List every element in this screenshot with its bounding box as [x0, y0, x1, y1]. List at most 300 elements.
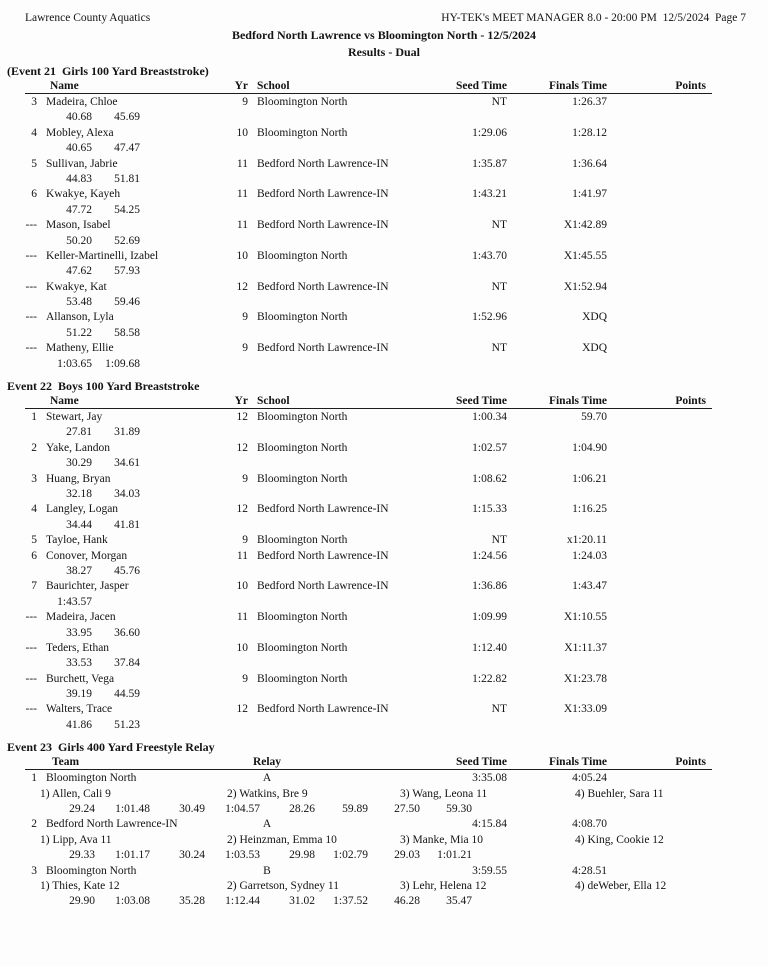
relay-swimmer-cell: 4) deWeber, Ella 12	[575, 879, 667, 892]
row-line-splits	[0, 204, 768, 219]
place-cell: 6	[31, 188, 37, 201]
row-line-main	[0, 534, 768, 549]
place-cell: 5	[31, 534, 37, 547]
row-line-main	[0, 772, 768, 787]
year-cell: 11	[236, 219, 248, 232]
school-cell: Bloomington North	[257, 96, 348, 108]
row-line-main	[0, 580, 768, 595]
split-time-cell: 41.86	[66, 718, 92, 731]
year-cell: 10	[236, 580, 248, 593]
report-meta: HY-TEK's MEET MANAGER 8.0 - 20:00 PM 12/5/2024 Page 7	[441, 12, 746, 24]
place-cell: ---	[25, 611, 37, 624]
result-row	[0, 250, 768, 281]
year-cell: 12	[236, 703, 248, 716]
split-time-cell: 47.47	[114, 142, 140, 155]
split-time-cell: 28.26	[289, 803, 315, 816]
split-time-cell: 47.62	[66, 265, 92, 278]
seed-time-cell: NT	[491, 96, 507, 108]
finals-time-cell: X1:52.94	[563, 280, 607, 293]
split-time-cell: 51.22	[66, 326, 92, 339]
result-row	[0, 818, 768, 864]
split-time-cell: 39.19	[66, 688, 92, 701]
finals-time-cell: 4:28.51	[572, 864, 607, 877]
split-time-cell: 1:01.48	[115, 803, 150, 816]
col-header-name: Name	[50, 395, 79, 408]
relay-swimmer-cell: 2) Watkins, Bre 9	[227, 787, 308, 800]
seed-time-cell: 1:43.70	[472, 249, 507, 262]
result-row	[0, 96, 768, 127]
year-cell: 11	[236, 611, 248, 624]
row-line-main	[0, 611, 768, 626]
result-row	[0, 642, 768, 673]
split-time-cell: 36.60	[114, 626, 140, 639]
finals-time-cell: 4:08.70	[572, 818, 607, 831]
split-time-cell: 35.28	[179, 895, 205, 908]
row-line-splits	[0, 803, 768, 818]
row-line-main	[0, 411, 768, 426]
row-line-main	[0, 281, 768, 296]
row-line-main	[0, 865, 768, 880]
swimmer-name-cell: Kwakye, Kat	[46, 280, 107, 293]
finals-time-cell: 1:36.64	[572, 157, 607, 170]
school-cell: Bedford North Lawrence-IN	[257, 157, 389, 170]
row-line-main	[0, 250, 768, 265]
split-time-cell: 47.72	[66, 203, 92, 216]
seed-time-cell: 1:52.96	[472, 311, 507, 324]
relay-team-cell: Bedford North Lawrence-IN	[46, 818, 178, 831]
year-cell: 9	[242, 534, 248, 547]
seed-time-cell: NT	[491, 219, 507, 232]
col-header-finals-time: Finals Time	[548, 756, 607, 769]
row-line-swimmers	[0, 880, 768, 895]
swimmer-name-cell: Stewart, Jay	[46, 411, 103, 424]
split-time-cell: 35.47	[446, 895, 472, 908]
result-row	[0, 311, 768, 342]
split-time-cell: 58.58	[114, 326, 140, 339]
split-time-cell: 27.50	[394, 803, 420, 816]
col-header-relay: Relay	[252, 756, 282, 769]
year-cell: 12	[236, 411, 248, 424]
year-cell: 9	[242, 472, 248, 485]
school-cell: Bloomington North	[257, 126, 348, 139]
split-time-cell: 45.76	[114, 564, 140, 577]
swimmer-name-cell: Sullivan, Jabrie	[46, 157, 118, 170]
result-row	[0, 772, 768, 818]
finals-time-cell: X1:11.37	[564, 641, 607, 654]
seed-time-cell: NT	[491, 703, 507, 716]
school-cell: Bloomington North	[257, 672, 348, 685]
result-row	[0, 411, 768, 442]
split-time-cell: 34.61	[114, 457, 140, 470]
split-time-cell: 52.69	[114, 234, 140, 247]
swimmer-name-cell: Baurichter, Jasper	[46, 580, 129, 593]
row-line-splits	[0, 657, 768, 672]
finals-time-cell: 1:43.47	[572, 580, 607, 593]
col-header-finals-time: Finals Time	[548, 80, 607, 92]
seed-time-cell: 1:09.99	[472, 611, 507, 624]
split-time-cell: 32.18	[66, 487, 92, 500]
year-cell: 11	[236, 188, 248, 201]
school-cell: Bedford North Lawrence-IN	[257, 280, 389, 293]
swimmer-name-cell: Walters, Trace	[46, 703, 113, 716]
organization-name: Lawrence County Aquatics	[25, 12, 151, 24]
relay-swimmer-cell: 1) Lipp, Ava 11	[40, 833, 112, 846]
swimmer-name-cell: Burchett, Vega	[46, 672, 115, 685]
year-cell: 9	[242, 342, 248, 355]
split-time-cell: 31.02	[289, 895, 315, 908]
place-cell: ---	[25, 342, 37, 355]
finals-time-cell: X1:23.78	[563, 672, 607, 685]
split-time-cell: 53.48	[66, 296, 92, 309]
row-line-main	[0, 503, 768, 518]
year-cell: 9	[242, 311, 248, 324]
split-time-cell: 30.49	[179, 803, 205, 816]
place-cell: ---	[25, 219, 37, 232]
split-time-cell: 1:03.65	[57, 357, 92, 370]
row-line-splits	[0, 719, 768, 734]
finals-time-cell: X1:45.55	[563, 249, 607, 262]
seed-time-cell: 1:36.86	[472, 580, 507, 593]
school-cell: Bedford North Lawrence-IN	[257, 342, 389, 355]
seed-time-cell: 3:35.08	[472, 772, 507, 785]
split-time-cell: 40.65	[66, 142, 92, 155]
finals-time-cell: 1:41.97	[572, 188, 607, 201]
col-header-points: Points	[675, 395, 706, 408]
split-time-cell: 29.90	[69, 895, 95, 908]
seed-time-cell: 3:59.55	[472, 864, 507, 877]
place-cell: 4	[31, 503, 37, 516]
finals-time-cell: x1:20.11	[566, 534, 607, 547]
split-time-cell: 1:01.17	[115, 849, 150, 862]
finals-time-cell: XDQ	[582, 342, 607, 355]
seed-time-cell: 1:43.21	[472, 188, 507, 201]
place-cell: 6	[31, 549, 37, 562]
result-row	[0, 611, 768, 642]
split-time-cell: 1:04.57	[225, 803, 260, 816]
relay-swimmer-cell: 2) Garretson, Sydney 11	[227, 879, 339, 892]
finals-time-cell: 1:26.37	[572, 96, 607, 108]
year-cell: 12	[236, 503, 248, 516]
split-time-cell: 1:43.57	[57, 595, 92, 608]
row-line-splits	[0, 265, 768, 280]
result-row	[0, 127, 768, 158]
report-type: Results - Dual	[347, 45, 420, 59]
school-cell: Bloomington North	[257, 641, 348, 654]
split-time-cell: 34.03	[114, 487, 140, 500]
result-row	[0, 342, 768, 373]
place-cell: 1	[31, 772, 37, 785]
relay-letter-cell: B	[263, 864, 271, 877]
event-section	[0, 379, 768, 734]
year-cell: 10	[236, 126, 248, 139]
school-cell: Bloomington North	[257, 411, 348, 424]
seed-time-cell: 1:35.87	[472, 157, 507, 170]
relay-swimmer-cell: 3) Wang, Leona 11	[400, 787, 488, 800]
row-line-splits	[0, 142, 768, 157]
result-row	[0, 703, 768, 734]
row-line-swimmers	[0, 834, 768, 849]
col-header-seed-time: Seed Time	[455, 80, 507, 92]
results-header-row	[0, 756, 768, 769]
split-time-cell: 40.68	[66, 111, 92, 124]
finals-time-cell: 1:24.03	[572, 549, 607, 562]
row-line-main	[0, 473, 768, 488]
row-line-main	[0, 550, 768, 565]
split-time-cell: 37.84	[114, 657, 140, 670]
place-cell: 3	[31, 472, 37, 485]
relay-letter-cell: A	[262, 772, 272, 785]
row-line-main	[0, 311, 768, 326]
split-time-cell: 27.81	[66, 426, 92, 439]
swimmer-name-cell: Mobley, Alexa	[46, 126, 114, 139]
split-time-cell: 1:12.44	[225, 895, 260, 908]
row-line-splits	[0, 565, 768, 580]
split-time-cell: 44.59	[114, 688, 140, 701]
row-line-main	[0, 642, 768, 657]
result-row	[0, 673, 768, 704]
swimmer-name-cell: Tayloe, Hank	[46, 534, 108, 547]
meet-title: Bedford North Lawrence vs Bloomington North - 12/5/2024	[231, 28, 537, 42]
results-header-row	[0, 80, 768, 93]
seed-time-cell: 1:02.57	[472, 441, 507, 454]
split-time-cell: 38.27	[66, 564, 92, 577]
header-rule	[25, 93, 712, 94]
school-cell: Bedford North Lawrence-IN	[257, 219, 389, 232]
split-time-cell: 54.25	[114, 203, 140, 216]
col-header-seed-time: Seed Time	[455, 756, 507, 769]
split-time-cell: 34.44	[66, 518, 92, 531]
school-cell: Bloomington North	[257, 472, 348, 485]
finals-time-cell: 1:28.12	[572, 126, 607, 139]
row-line-splits	[0, 235, 768, 250]
year-cell: 10	[236, 249, 248, 262]
row-line-splits	[0, 895, 768, 910]
row-line-splits	[0, 457, 768, 472]
school-cell: Bloomington North	[257, 611, 348, 624]
col-header-seed-time: Seed Time	[455, 395, 507, 408]
split-time-cell: 1:09.68	[105, 357, 140, 370]
split-time-cell: 50.20	[66, 234, 92, 247]
place-cell: 1	[31, 411, 37, 424]
row-line-swimmers	[0, 788, 768, 803]
split-time-cell: 30.29	[66, 457, 92, 470]
swimmer-name-cell: Mason, Isabel	[46, 219, 111, 232]
split-time-cell: 44.83	[66, 172, 92, 185]
result-row	[0, 473, 768, 504]
result-row	[0, 281, 768, 312]
split-time-cell: 31.89	[114, 426, 140, 439]
school-cell: Bedford North Lawrence-IN	[257, 580, 389, 593]
split-time-cell: 1:03.08	[115, 895, 150, 908]
place-cell: ---	[25, 311, 37, 324]
finals-time-cell: X1:42.89	[563, 219, 607, 232]
results-header-row	[0, 395, 768, 408]
event-title: (Event 21 Girls 100 Yard Breaststroke)	[7, 64, 209, 78]
seed-time-cell: 1:22.82	[472, 672, 507, 685]
swimmer-name-cell: Madeira, Chloe	[46, 96, 118, 108]
split-time-cell: 59.89	[342, 803, 368, 816]
split-time-cell: 29.33	[69, 849, 95, 862]
split-time-cell: 29.98	[289, 849, 315, 862]
swimmer-name-cell: Kwakye, Kayeh	[46, 188, 121, 201]
split-time-cell: 1:01.21	[437, 849, 472, 862]
seed-time-cell: 1:24.56	[472, 549, 507, 562]
row-line-main	[0, 818, 768, 833]
row-line-splits	[0, 426, 768, 441]
place-cell: ---	[25, 249, 37, 262]
swimmer-name-cell: Allanson, Lyla	[46, 311, 114, 324]
year-cell: 12	[236, 441, 248, 454]
finals-time-cell: X1:10.55	[563, 611, 607, 624]
relay-swimmer-cell: 4) Buehler, Sara 11	[575, 787, 664, 800]
school-cell: Bloomington North	[257, 249, 348, 262]
page-header	[0, 12, 768, 28]
place-cell: ---	[25, 280, 37, 293]
finals-time-cell: X1:33.09	[563, 703, 607, 716]
seed-time-cell: 1:15.33	[472, 503, 507, 516]
relay-swimmer-cell: 4) King, Cookie 12	[575, 833, 664, 846]
place-cell: 2	[31, 818, 37, 831]
header-rule	[25, 769, 712, 770]
school-cell: Bloomington North	[257, 441, 348, 454]
year-cell: 11	[236, 549, 248, 562]
split-time-cell: 51.23	[114, 718, 140, 731]
swimmer-name-cell: Madeira, Jacen	[46, 611, 116, 624]
split-time-cell: 45.69	[114, 111, 140, 124]
relay-swimmer-cell: 3) Lehr, Helena 12	[400, 879, 487, 892]
col-header-finals-time: Finals Time	[548, 395, 607, 408]
row-line-main	[0, 703, 768, 718]
relay-swimmer-cell: 2) Heinzman, Emma 10	[227, 833, 337, 846]
school-cell: Bedford North Lawrence-IN	[257, 549, 389, 562]
row-line-splits	[0, 688, 768, 703]
col-header-points: Points	[675, 80, 706, 92]
row-line-main	[0, 342, 768, 357]
relay-swimmer-cell: 3) Manke, Mia 10	[400, 833, 484, 846]
col-header-points: Points	[675, 756, 706, 769]
place-cell: ---	[25, 703, 37, 716]
row-line-main	[0, 96, 768, 111]
year-cell: 12	[236, 280, 248, 293]
swimmer-name-cell: Teders, Ethan	[46, 641, 110, 654]
swimmer-name-cell: Keller-Martinelli, Izabel	[46, 249, 159, 262]
split-time-cell: 1:03.53	[225, 849, 260, 862]
split-time-cell: 30.24	[179, 849, 205, 862]
swimmer-name-cell: Huang, Bryan	[46, 472, 111, 485]
split-time-cell: 59.46	[114, 296, 140, 309]
swimmer-name-cell: Yake, Landon	[46, 441, 110, 454]
split-time-cell: 57.93	[114, 265, 140, 278]
school-cell: Bedford North Lawrence-IN	[257, 503, 389, 516]
result-row	[0, 503, 768, 534]
row-line-main	[0, 127, 768, 142]
row-line-splits	[0, 596, 768, 611]
swimmer-name-cell: Conover, Morgan	[46, 549, 128, 562]
split-time-cell: 33.53	[66, 657, 92, 670]
relay-swimmer-cell: 1) Allen, Cali 9	[40, 787, 111, 800]
row-line-splits	[0, 296, 768, 311]
finals-time-cell: 1:06.21	[572, 472, 607, 485]
year-cell: 9	[242, 96, 248, 108]
seed-time-cell: 4:15.84	[472, 818, 507, 831]
split-time-cell: 29.24	[69, 803, 95, 816]
row-line-main	[0, 188, 768, 203]
year-cell: 9	[242, 672, 248, 685]
event-title: Event 22 Boys 100 Yard Breaststroke	[7, 379, 200, 394]
row-line-splits	[0, 627, 768, 642]
event-title: Event 23 Girls 400 Yard Freestyle Relay	[7, 740, 215, 755]
finals-time-cell: XDQ	[582, 311, 607, 324]
place-cell: ---	[25, 672, 37, 685]
place-cell: 7	[31, 580, 37, 593]
school-cell: Bloomington North	[257, 311, 348, 324]
event-section	[0, 64, 768, 373]
result-row	[0, 219, 768, 250]
result-row	[0, 550, 768, 581]
row-line-main	[0, 673, 768, 688]
relay-letter-cell: A	[262, 818, 272, 831]
col-header-school: School	[257, 80, 290, 92]
seed-time-cell: 1:00.34	[472, 411, 507, 424]
place-cell: 2	[31, 441, 37, 454]
split-time-cell: 59.30	[446, 803, 472, 816]
row-line-splits	[0, 173, 768, 188]
result-row	[0, 442, 768, 473]
split-time-cell: 41.81	[114, 518, 140, 531]
result-row	[0, 158, 768, 189]
relay-swimmer-cell: 1) Thies, Kate 12	[40, 879, 120, 892]
finals-time-cell: 4:05.24	[572, 772, 607, 785]
split-time-cell: 1:02.79	[333, 849, 368, 862]
finals-time-cell: 1:16.25	[572, 503, 607, 516]
seed-time-cell: NT	[491, 342, 507, 355]
split-time-cell: 1:37.52	[333, 895, 368, 908]
place-cell: ---	[25, 641, 37, 654]
row-line-splits	[0, 111, 768, 126]
seed-time-cell: 1:08.62	[472, 472, 507, 485]
col-header-name: Name	[50, 80, 79, 92]
row-line-splits	[0, 519, 768, 534]
split-time-cell: 46.28	[394, 895, 420, 908]
row-line-splits	[0, 849, 768, 864]
col-header-yr: Yr	[234, 80, 248, 92]
year-cell: 11	[236, 157, 248, 170]
school-cell: Bloomington North	[257, 534, 348, 547]
row-line-main	[0, 219, 768, 234]
place-cell: 4	[31, 126, 37, 139]
finals-time-cell: 1:04.90	[572, 441, 607, 454]
col-header-school: School	[257, 395, 290, 408]
seed-time-cell: NT	[491, 280, 507, 293]
swimmer-name-cell: Langley, Logan	[46, 503, 119, 516]
col-header-yr: Yr	[234, 395, 248, 408]
row-line-splits	[0, 327, 768, 342]
relay-team-cell: Bloomington North	[46, 772, 137, 785]
year-cell: 10	[236, 641, 248, 654]
event-section	[0, 740, 768, 911]
split-time-cell: 33.95	[66, 626, 92, 639]
events-list	[0, 64, 768, 911]
school-cell: Bedford North Lawrence-IN	[257, 703, 389, 716]
seed-time-cell: 1:29.06	[472, 126, 507, 139]
row-line-main	[0, 158, 768, 173]
row-line-main	[0, 442, 768, 457]
seed-time-cell: 1:12.40	[472, 641, 507, 654]
row-line-splits	[0, 488, 768, 503]
result-row	[0, 534, 768, 549]
result-row	[0, 580, 768, 611]
split-time-cell: 51.81	[114, 172, 140, 185]
